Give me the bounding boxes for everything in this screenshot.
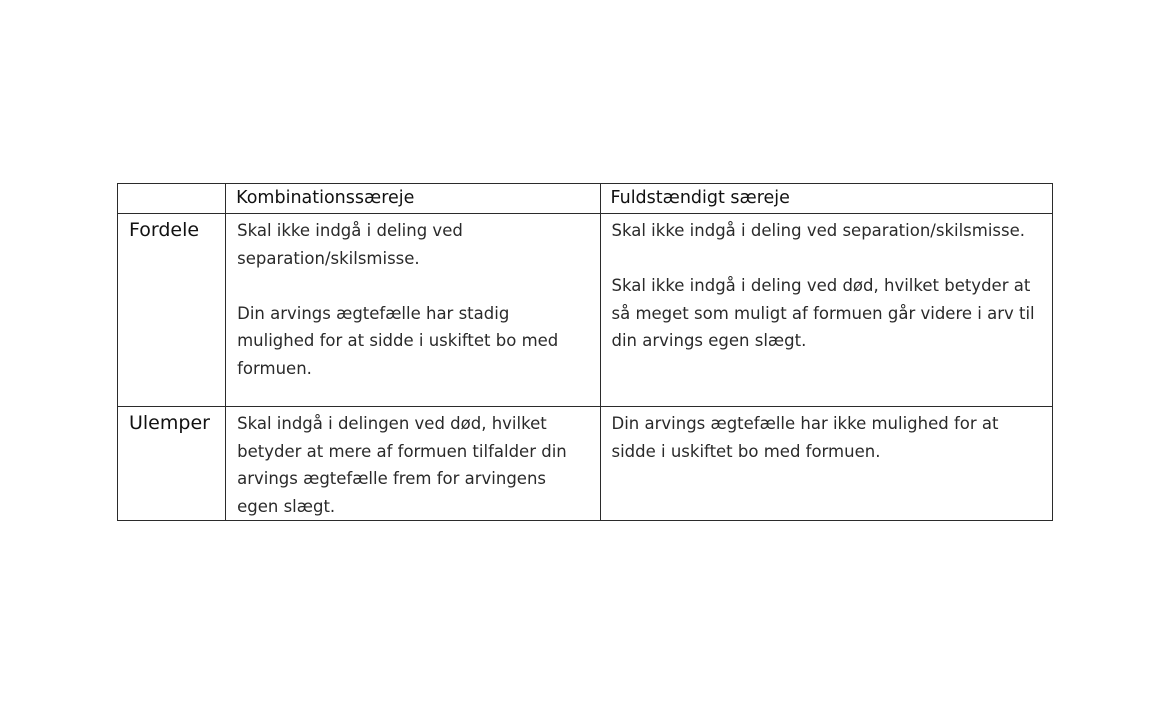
cell-fordele-kombination	[226, 214, 600, 407]
header-fuldstaendigt-saereje: Fuldstændigt særeje	[600, 184, 1053, 214]
cell-paragraph: Skal ikke indgå i deling ved separation/skilsmisse.	[611, 221, 1026, 240]
header-kombinationssaereje: Kombinationssæreje	[226, 184, 600, 214]
table-header-row	[118, 184, 1053, 214]
table-row-fordele	[118, 214, 1053, 407]
table-row-ulemper	[118, 407, 1053, 521]
cell-paragraph: Din arvings ægtefælle har stadig mulighed for at sidde i uskiftet bo med formuen.	[237, 303, 559, 378]
row-label-fordele: Fordele	[118, 214, 226, 407]
cell-ulemper-fuldstaendigt	[600, 407, 1053, 521]
cell-paragraph: Din arvings ægtefælle har ikke mulighed for at sidde i uskiftet bo med formuen.	[611, 414, 999, 461]
cell-paragraph: Skal indgå i delingen ved død, hvilket betyder at mere af formuen tilfalder din arvings ægtefælle frem for arvingens egen slægt.	[237, 414, 567, 516]
cell-fordele-fuldstaendigt	[600, 214, 1053, 407]
row-label-ulemper: Ulemper	[118, 407, 226, 521]
header-empty-cell	[118, 184, 226, 214]
cell-paragraph: Skal ikke indgå i deling ved separation/skilsmisse.	[237, 221, 463, 268]
comparison-table	[117, 183, 1053, 521]
cell-ulemper-kombination	[226, 407, 600, 521]
cell-paragraph: Skal ikke indgå i deling ved død, hvilket betyder at så meget som muligt af formuen går videre i arv til din arvings egen slægt.	[611, 276, 1035, 350]
